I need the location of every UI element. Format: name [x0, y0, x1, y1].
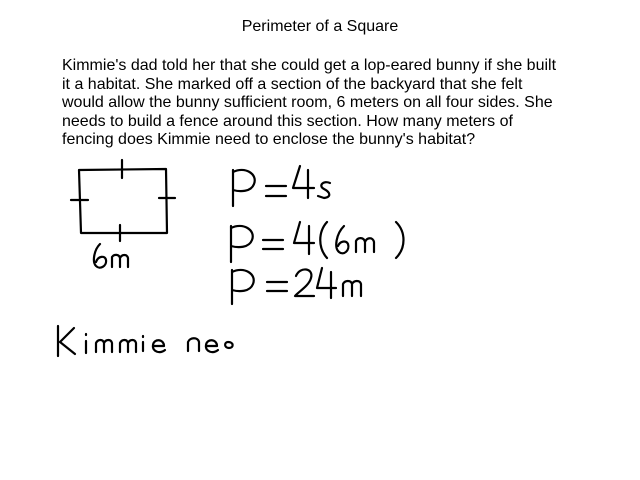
page-title: Perimeter of a Square	[241, 18, 399, 35]
problem-line: needs to build a fence around this section. How many meters of	[62, 112, 513, 130]
equation-2-handwritten	[231, 222, 404, 262]
problem-line: Kimmie's dad told her that she could get a lop-eared bunny if she built	[62, 57, 557, 74]
digit-6-stroke	[94, 244, 106, 268]
problem-line: fencing does Kimmie need to enclose the bunny's habitat?	[62, 131, 476, 149]
square-outline	[79, 169, 167, 233]
square-drawing	[71, 160, 175, 241]
equation-3-handwritten	[232, 268, 361, 304]
letter-m-stroke	[112, 255, 128, 267]
side-label-handwritten	[94, 244, 128, 268]
answer-handwritten	[58, 326, 233, 356]
problem-line: it a habitat. She marked off a section of the backyard that she felt	[62, 75, 523, 93]
problem-line: would allow the bunny sufficient room, 6 meters on all four sides. She	[62, 94, 553, 112]
equation-1-handwritten	[233, 166, 330, 206]
